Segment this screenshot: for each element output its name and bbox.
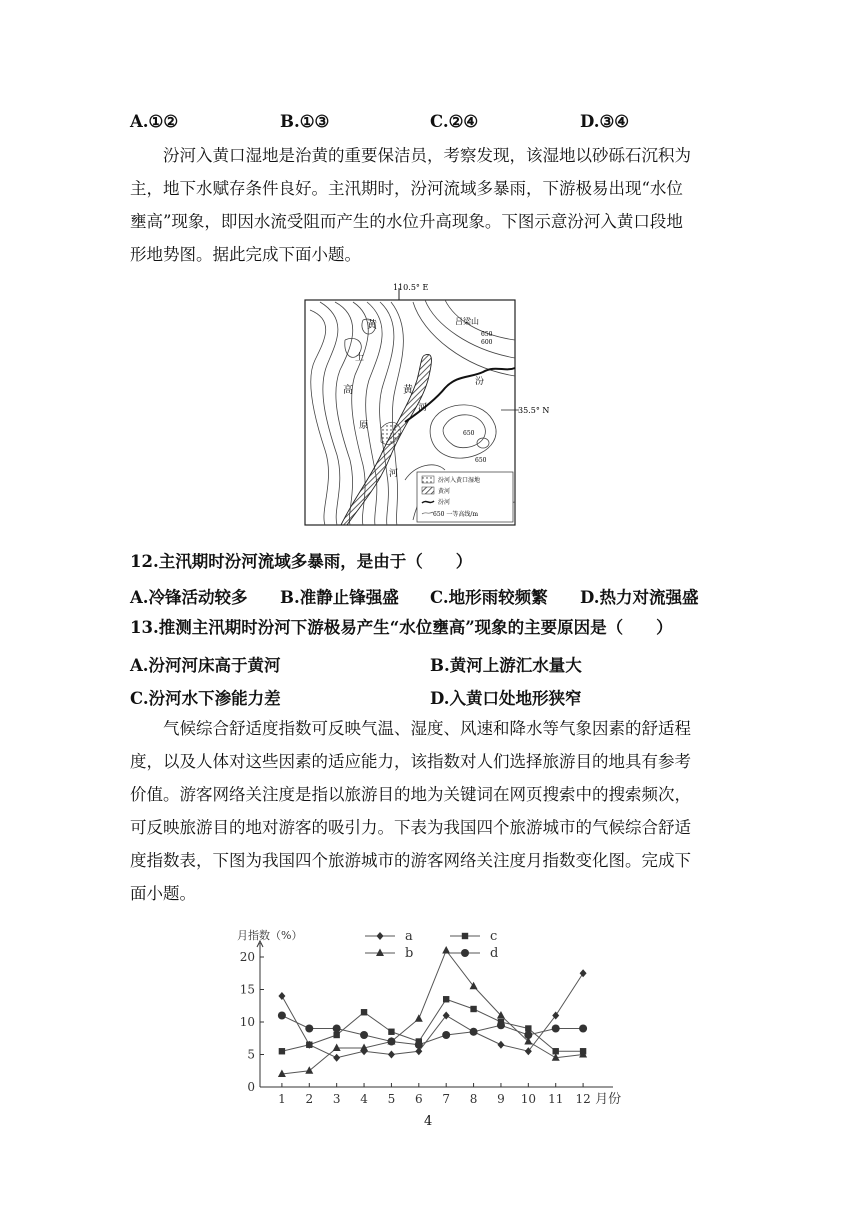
map-lon-label: 110.5° E [393, 283, 429, 292]
point-c-2 [306, 1042, 312, 1048]
point-c-3 [333, 1032, 339, 1038]
point-c-5 [388, 1029, 394, 1035]
y-tick-label: 0 [247, 1080, 255, 1094]
page-number: 4 [424, 1114, 433, 1129]
q12-option-d: D.热力对流强盛 [580, 588, 699, 607]
point-d-7 [442, 1031, 450, 1039]
map-label-yuan: 原 [359, 421, 369, 431]
x-tick-label: 9 [497, 1092, 505, 1106]
map-label-gao: 高 [343, 385, 353, 396]
x-tick-label: 7 [442, 1092, 451, 1106]
point-d-12 [579, 1025, 587, 1033]
q12-option-c: C.地形雨较频繁 [430, 588, 548, 607]
x-tick-label: 4 [360, 1092, 368, 1106]
legend-yellow-river: 黄河 [438, 488, 451, 495]
legend-marker-c [462, 933, 468, 939]
point-c-7 [443, 996, 449, 1002]
point-c-10 [525, 1025, 531, 1031]
x-tick-label: 3 [332, 1092, 341, 1106]
point-c-1 [279, 1048, 285, 1054]
q11-option-d: D.③④ [580, 112, 630, 131]
point-d-9 [497, 1021, 505, 1029]
map-label-river-he: 河 [418, 403, 428, 413]
legend-marker-b [376, 949, 384, 957]
legend-label-b: b [405, 946, 414, 961]
point-d-1 [278, 1012, 286, 1020]
x-axis-label: 月份 [595, 1092, 622, 1107]
point-b-3 [333, 1044, 341, 1052]
q13-option-c: C.汾河水下渗能力差 [130, 689, 281, 708]
legend-label-c: c [490, 929, 498, 944]
map-lat-label: 35.5° N [518, 406, 550, 415]
passage1-line-3: 壅高”现象，即因水流受阻而产生的水位升高现象。下图示意汾河入黄口段地 [130, 212, 683, 231]
attention-index-chart [235, 925, 625, 1110]
series-line-b [282, 951, 583, 1075]
point-d-3 [333, 1025, 341, 1033]
terrain-map [305, 280, 550, 525]
q11-option-a: A.①② [130, 112, 179, 131]
point-c-4 [361, 1009, 367, 1015]
map-label-river-huang: 黄 [403, 385, 413, 396]
point-c-11 [553, 1048, 559, 1054]
point-b-7 [442, 946, 450, 954]
q12-stem: 12.主汛期时汾河流域多暴雨，是由于（ ） [130, 552, 473, 571]
x-tick-label: 6 [414, 1092, 423, 1106]
passage2-line-4: 可反映旅游目的地对游客的吸引力。下表为我国四个旅游城市的气候综合舒适 [130, 818, 691, 837]
map-contour-650-a: 650 [481, 331, 493, 338]
passage1-line-4: 形地势图。据此完成下面小题。 [130, 245, 361, 264]
map-legend [417, 472, 513, 522]
x-tick-label: 12 [575, 1092, 591, 1106]
map-label-tu: 土 [355, 353, 365, 363]
x-tick-label: 2 [305, 1092, 314, 1106]
passage1-line-2: 主，地下水赋存条件良好。主汛期时，汾河流域多暴雨，下游极易出现“水位 [130, 179, 683, 198]
point-c-12 [580, 1048, 586, 1054]
point-a-1 [278, 992, 285, 1000]
legend-label-d: d [490, 946, 499, 961]
y-tick-label: 20 [239, 950, 255, 964]
point-a-9 [497, 1041, 504, 1049]
passage2-line-5: 度指数表，下图为我国四个旅游城市的游客网络关注度月指数变化图。完成下 [130, 851, 691, 870]
q13-option-d: D.入黄口处地形狭窄 [430, 689, 582, 708]
point-d-11 [552, 1025, 560, 1033]
point-d-8 [470, 1028, 478, 1036]
legend-marker-d [461, 949, 469, 957]
x-tick-label: 1 [278, 1092, 286, 1106]
point-b-2 [305, 1066, 313, 1074]
legend-marker-a [377, 932, 384, 940]
point-d-10 [524, 1031, 532, 1039]
legend-fen-river: 汾河 [438, 499, 451, 506]
q12-option-b: B.准静止锋强盛 [280, 588, 399, 607]
x-tick-label: 10 [520, 1092, 536, 1106]
passage2-line-1: 气候综合舒适度指数可反映气温、湿度、风速和降水等气象因素的舒适程 [163, 719, 691, 738]
legend-wetland: 汾河入黄口湿地 [438, 477, 481, 484]
map-contour-650-c: 650 [475, 457, 487, 464]
x-tick-label: 11 [548, 1092, 564, 1106]
passage1-line-1: 汾河入黄口湿地是治黄的重要保洁员，考察发现，该湿地以砂砾石沉积为 [163, 146, 691, 165]
point-d-6 [415, 1041, 423, 1049]
y-tick-label: 5 [247, 1047, 255, 1062]
point-b-6 [415, 1014, 423, 1022]
q13-option-b: B.黄河上游汇水量大 [430, 656, 582, 675]
legend-contour: 650 一等高线/m [433, 511, 479, 518]
q11-option-c: C.②④ [430, 112, 479, 131]
point-a-5 [388, 1051, 395, 1059]
map-label-huang-1: 黄 [367, 320, 377, 331]
legend-label-a: a [405, 929, 413, 944]
map-label-fen: 汾 [475, 377, 485, 387]
y-axis-label: 月指数（%） [237, 929, 303, 942]
q12-option-a: A.冷锋活动较多 [130, 588, 248, 607]
y-tick-label: 15 [239, 982, 255, 997]
passage2-line-6: 面小题。 [130, 884, 196, 903]
q13-option-a: A.汾河河床高于黄河 [130, 656, 281, 675]
x-tick-label: 8 [469, 1092, 478, 1106]
point-a-3 [333, 1054, 340, 1062]
point-d-2 [305, 1025, 313, 1033]
map-label-river-he-2: 河 [389, 469, 399, 479]
map-contour-600: 600 [481, 339, 493, 346]
map-contour-650-b: 650 [463, 430, 475, 437]
point-c-8 [470, 1006, 476, 1012]
passage2-line-3: 价值。游客网络关注度是指以旅游目的地为关键词在网页搜索中的搜索频次， [130, 785, 691, 804]
point-d-5 [387, 1038, 395, 1046]
point-d-4 [360, 1031, 368, 1039]
map-label-mountain: 吕梁山 [455, 317, 479, 326]
x-tick-label: 5 [387, 1092, 396, 1106]
series-line-c [282, 999, 583, 1051]
q13-stem: 13.推测主汛期时汾河下游极易产生“水位壅高”现象的主要原因是（ ） [130, 618, 673, 637]
point-a-12 [580, 969, 587, 977]
q11-option-b: B.①③ [280, 112, 330, 131]
y-tick-label: 10 [239, 1015, 255, 1029]
passage2-line-2: 度，以及人体对这些因素的适应能力，该指数对人们选择旅游目的地具有参考 [130, 752, 691, 771]
